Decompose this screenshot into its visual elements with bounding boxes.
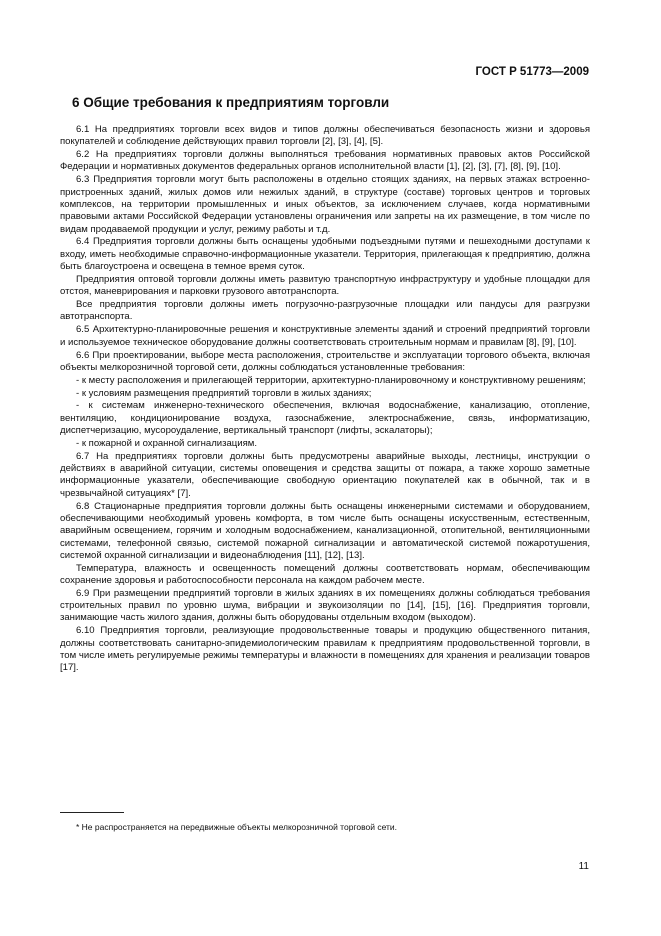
paragraph: Температура, влажность и освещенность помещений должны соответствовать нормам, обеспечивающим сохранение здоровья и работоспособности персонала на каждом рабочем месте. xyxy=(60,562,590,586)
paragraph: 6.10 Предприятия торговли, реализующие продовольственные товары и продукцию общественного питания, должны соответствовать санитарно-эпидемиологическим правилам к предприятиям продовольственной торговли, в том числе иметь регулируемые режимы температуры и влажности в помещениях для хранения и реализации товаров [17]. xyxy=(60,625,590,674)
paragraph: 6.3 Предприятия торговли могут быть расположены в отдельно стоящих зданиях, на первых этажах встроенно-пристроенных зданий, жилых домов или нежилых зданий, в структуре (составе) торговых центров и торговых комплексов, на территории промышленных и иных объектов, за исключением случаев, когда нормативными правовыми актами Российской Федерации установлены ограничения или запреты на их размещение, в том числе по видам продаваемой продукции и услуг, режиму работы и т.д. xyxy=(60,174,590,235)
paragraph: 6.2 На предприятиях торговли должны выполняться требования нормативных правовых актов Российской Федерации и нормативных документов федеральных органов исполнительной власти [1], [2], [3], [7], [8], [9], [10]. xyxy=(60,149,590,173)
list-item: - к системам инженерно-технического обеспечения, включая водоснабжение, канализацию, отопление, вентиляцию, кондиционирование воздуха, газоснабжение, электроснабжение, связь, информатизацию, диспетчеризацию, мусороудаление, вертикальный транспорт (лифты, эскалаторы); xyxy=(60,400,590,437)
document-body xyxy=(60,124,590,675)
paragraph: 6.7 На предприятиях торговли должны быть предусмотрены аварийные выходы, лестницы, инструкции о действиях в аварийной ситуации, системы оповещения и средства защиты от пожара, а также хорошо заметные информационные указатели, обеспечивающие свободную ориентацию покупателей как в обычной, так и в чрезвычайной ситуациях* [7]. xyxy=(60,450,590,499)
standard-number: ГОСТ Р 51773—2009 xyxy=(475,66,589,78)
paragraph: Предприятия оптовой торговли должны иметь развитую транспортную инфраструктуру и удобные площадки для отстоя, маневрирования и парковки грузового автотранспорта. xyxy=(60,273,590,298)
list-item: - к месту расположения и прилегающей территории, архитектурно-планировочному и конструктивному решениям; xyxy=(76,374,586,386)
paragraph: 6.8 Стационарные предприятия торговли должны быть оснащены инженерными системами и оборудованием, обеспечивающими необходимый уровень комфорта, в том числе быть оснащены искусственным, естественным, аварийным освещением, горячим и холодным водоснабжением, канализационной, отопительной, вентиляционными системами, телефонной связью, системой пожарной сигнализации и автоматической системой пожаротушения, системой охранной сигнализации и видеонаблюдения [11], [12], [13]. xyxy=(60,500,590,561)
list-item: - к условиям размещения предприятий торговли в жилых зданиях; xyxy=(76,387,372,399)
page-number: 11 xyxy=(578,861,589,872)
footnote: * Не распространяется на передвижные объекты мелкорозничной торговой сети. xyxy=(76,822,398,832)
paragraph: 6.6 При проектировании, выборе места расположения, строительстве и эксплуатации торгового объекта, включая объекты мелкорозничной торговой сети, должны соблюдаться установленные требования: xyxy=(60,349,590,373)
paragraph: 6.4 Предприятия торговли должны быть оснащены удобными подъездными путями и пешеходными доступами к входу, иметь необходимые справочно-информационные указатели. Территория, прилегающая к предприятию, должна быть благоустроена и освещена в темное время суток. xyxy=(60,236,590,273)
paragraph: Все предприятия торговли должны иметь погрузочно-разгрузочные площадки или пандусы для разгрузки автотранспорта. xyxy=(60,299,590,323)
footnote-divider xyxy=(60,812,124,813)
paragraph: 6.1 На предприятиях торговли всех видов и типов должны обеспечиваться безопасность жизни и здоровья покупателей и соблюдение действующих правил торговли [2], [3], [4], [5]. xyxy=(60,124,590,148)
paragraph: 6.5 Архитектурно-планировочные решения и конструктивные элементы зданий и строений предприятий торговли и используемое техническое оборудование должны соответствовать строительным нормам и правилам [8], [9], [10]. xyxy=(60,324,590,348)
list-item: - к пожарной и охранной сигнализациям. xyxy=(76,437,257,449)
section-title: 6 Общие требования к предприятиям торговли xyxy=(72,95,390,110)
paragraph: 6.9 При размещении предприятий торговли в жилых зданиях в их помещениях должны соблюдаться требования строительных правил по уровню шума, вибрации и звукоизоляции по [14], [15], [16]. Предприятия торговли, занимающие часть жилого здания, должны быть оборудованы отдельным входом (выходом). xyxy=(60,587,590,624)
